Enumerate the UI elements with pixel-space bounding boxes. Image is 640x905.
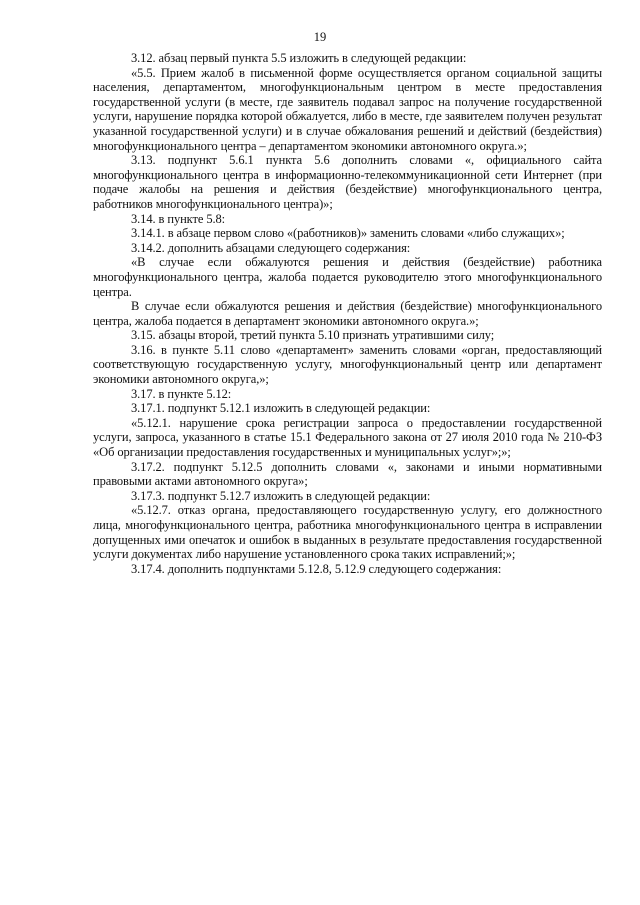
paragraph-3-17-4: 3.17.4. дополнить подпунктами 5.12.8, 5.12.9 следующего содержания: <box>131 561 502 576</box>
paragraph-3-14: 3.14. в пункте 5.8: <box>131 211 226 226</box>
paragraph-3-17-1: 3.17.1. подпункт 5.12.1 изложить в следующей редакции: <box>131 401 431 416</box>
page-number: 19 <box>313 30 327 44</box>
paragraph-3-17-3: 3.17.3. подпункт 5.12.7 изложить в следующей редакции: <box>131 488 431 503</box>
paragraph-3-14-1: 3.14.1. в абзаце первом слово «(работников)» заменить словами «либо служащих»; <box>131 226 565 241</box>
paragraph-3-14-2: 3.14.2. дополнить абзацами следующего содержания: <box>131 240 411 255</box>
paragraph-3-13: 3.13. подпункт 5.6.1 пункта 5.6 дополнить словами «, официального сайта многофункционального центра в информационно-телекоммуникационной сети Интернет (при подаче жалобы на решения и действия (бездействие) многофункционального центра, работников многофункционального центра)»; <box>93 153 602 211</box>
paragraph-quote-mfc: В случае если обжалуются решения и действия (бездействие) многофункционального центра, жалоба подается в департамент экономики автономного округа.»; <box>93 299 602 328</box>
paragraph-3-12: 3.12. абзац первый пункта 5.5 изложить в следующей редакции: <box>131 51 467 65</box>
paragraph-3-15: 3.15. абзацы второй, третий пункта 5.10 признать утратившими силу; <box>131 328 495 343</box>
paragraph-3-17-2: 3.17.2. подпункт 5.12.5 дополнить словами «, законами и иными нормативными правовыми актами автономного округа»; <box>93 459 602 489</box>
paragraph-quote-worker: «В случае если обжалуются решения и действия (бездействие) работника многофункционального центра, жалоба подается руководителю этого многофункционального центра. <box>93 255 602 299</box>
paragraph-3-16: 3.16. в пункте 5.11 слово «департамент» заменить словами «орган, предоставляющий соответствующую государственную услугу, многофункциональный центр или департамент экономики автономного округа,»; <box>93 342 602 387</box>
paragraph-5-12-7-quote: «5.12.7. отказ органа, предоставляющего государственную услугу, его должностного лица, многофункционального центра, работника многофункционального центра в исправлении допущенных ими опечаток и ошибок в выданных в результате предоставления государственной услуги документах либо нарушение установленного срока таких исправлений;»; <box>93 503 602 562</box>
paragraph-5-5-quote: «5.5. Прием жалоб в письменной форме осуществляется органом социальной защиты населения, департаментом, многофункциональным центром в месте предоставления государственной услуги (в месте, где заявитель подавал запрос на получение государственной услуги, нарушение порядка которой обжалуется, либо в месте, где заявителем получен результат указанной государственной услуги) и в случае обжалования решений и действий (бездействия) многофункционального центра – департаментом экономики автономного округа.»; <box>93 65 602 153</box>
document-body <box>93 51 602 576</box>
paragraph-3-17: 3.17. в пункте 5.12: <box>131 386 232 401</box>
paragraph-5-12-1-quote: «5.12.1. нарушение срока регистрации запроса о предоставлении государственной услуги, запроса, указанного в статье 15.1 Федерального закона от 27 июля 2010 года № 210-ФЗ «Об организации предоставления государственных и муниципальных услуг»;»; <box>93 415 602 460</box>
